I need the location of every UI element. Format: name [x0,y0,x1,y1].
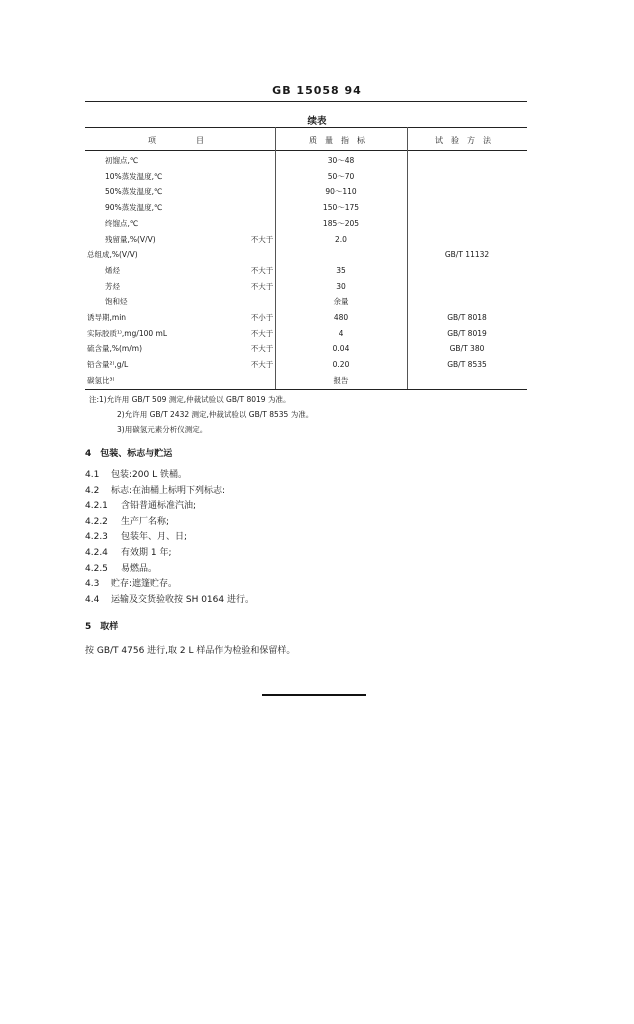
row-method: GB/T 380 [449,344,485,354]
clause [85,592,254,605]
table-row [85,357,527,372]
row-item: 10%蒸发温度,℃ [105,171,163,181]
row-item: 硫含量,%(m/m) [87,344,143,354]
column-header-method: 试验方法 [435,136,499,145]
table-row [85,247,527,262]
row-item: 残留量,%(V/V) [105,234,156,244]
row-condition: 不大于 [250,281,274,291]
row-item: 实际胶质¹⁾,mg/100 mL [87,328,168,338]
row-value: 30 [336,281,346,291]
row-item: 烯烃 [105,265,120,275]
clause [85,467,187,480]
table-row [85,326,527,341]
clause-text: 生产厂名称; [121,516,170,527]
row-value: 0.20 [332,360,350,370]
row-item: 碳氢比³⁾ [87,375,115,385]
end-line [262,694,366,696]
header-rule [85,101,527,102]
row-item: 90%蒸发温度,℃ [105,203,163,213]
row-value: 余量 [333,297,349,307]
table-row [85,169,527,184]
clause-number: 4.2.1 [85,501,108,512]
clause [85,545,171,558]
row-condition: 不大于 [250,265,274,275]
row-value: 90～110 [325,187,357,197]
row-method: GB/T 8535 [447,360,487,370]
table-row [85,200,527,215]
section-4-title: 4 包装、标志与贮运 [85,449,173,459]
section-5-title: 5 取样 [85,622,119,632]
clause-text: 有效期 1 年; [121,548,172,558]
note-3: 3)用碳氢元素分析仪测定。 [117,425,208,434]
row-value: 30～48 [327,156,355,165]
row-value: 50～70 [327,171,355,181]
row-item: 诱导期,min [87,313,127,322]
table-row [85,373,527,388]
table-row [85,216,527,231]
section-5-text: 按 GB/T 4756 进行,取 2 L 样品作为检验和保留样。 [85,646,296,656]
note-2: 2)允许用 GB/T 2432 测定,仲裁试验以 GB/T 8535 为准。 [117,410,314,419]
table-row [85,184,527,199]
row-value: 150～175 [322,203,360,213]
clause-text: 包装年、月、日; [121,532,188,543]
row-value: 报告 [333,375,349,385]
clause [85,561,157,574]
row-item: 饱和烃 [105,297,128,307]
clause-text: 标志:在油桶上标明下列标志: [111,485,226,496]
clause-number: 4.3 [85,579,100,590]
clause-text: 贮存:遮篷贮存。 [111,579,178,590]
clause-text: 含铅普通标准汽油; [121,501,197,512]
table-row [85,279,527,294]
table-row [85,153,527,168]
clause-number: 4.2.2 [85,516,108,527]
note-1: 注:1)允许用 GB/T 509 测定,仲裁试验以 GB/T 8019 为准。 [89,395,291,404]
row-item: 终馏点,℃ [105,218,139,228]
row-condition: 不大于 [250,344,274,354]
clause-text: 易燃品。 [121,563,158,574]
clause-number: 4.1 [85,470,100,480]
table-row [85,341,527,356]
row-condition: 不大于 [250,234,274,244]
table-row [85,232,527,247]
clause [85,529,187,542]
table-row [85,263,527,278]
row-item: 铅含量²⁾,g/L [87,360,129,370]
table-bottom-rule [85,389,527,390]
table-notes [85,392,527,437]
clause [85,483,225,496]
clause [85,576,177,589]
table-row [85,310,527,325]
row-value: 0.04 [332,344,350,354]
row-item: 芳烃 [105,281,120,291]
clause [85,498,196,511]
clause-text: 运输及交货验收按 SH 0164 进行。 [111,594,254,605]
row-item: 50%蒸发温度,℃ [105,187,163,197]
clause-number: 4.2.5 [85,563,108,574]
row-method: GB/T 11132 [444,250,490,260]
clause-number: 4.4 [85,594,100,605]
row-value: 4 [338,328,344,338]
row-method: GB/T 8019 [447,328,487,338]
column-header-value: 质量指标 [309,136,373,145]
clause-text: 包装:200 L 铁桶。 [111,470,187,480]
row-value: 35 [336,265,346,275]
row-condition: 不小于 [250,313,274,322]
clause [85,514,169,527]
row-condition: 不大于 [250,360,274,370]
page-header: GB 15058 94 [272,84,362,97]
table-header-rule [85,150,527,151]
row-method: GB/T 8018 [447,313,487,322]
row-value: 480 [333,313,349,322]
clause-number: 4.2.3 [85,532,108,543]
row-item: 总组成,%(V/V) [87,250,138,260]
clause-number: 4.2 [85,485,100,496]
table-row [85,294,527,309]
row-value: 185～205 [322,218,360,228]
column-header-item: 项 目 [148,136,212,145]
row-item: 初馏点,℃ [105,156,139,165]
clause-number: 4.2.4 [85,548,108,558]
table-top-rule [85,127,527,128]
row-value: 2.0 [335,234,347,244]
table-caption: 续表 [307,116,327,127]
row-condition: 不大于 [250,328,274,338]
